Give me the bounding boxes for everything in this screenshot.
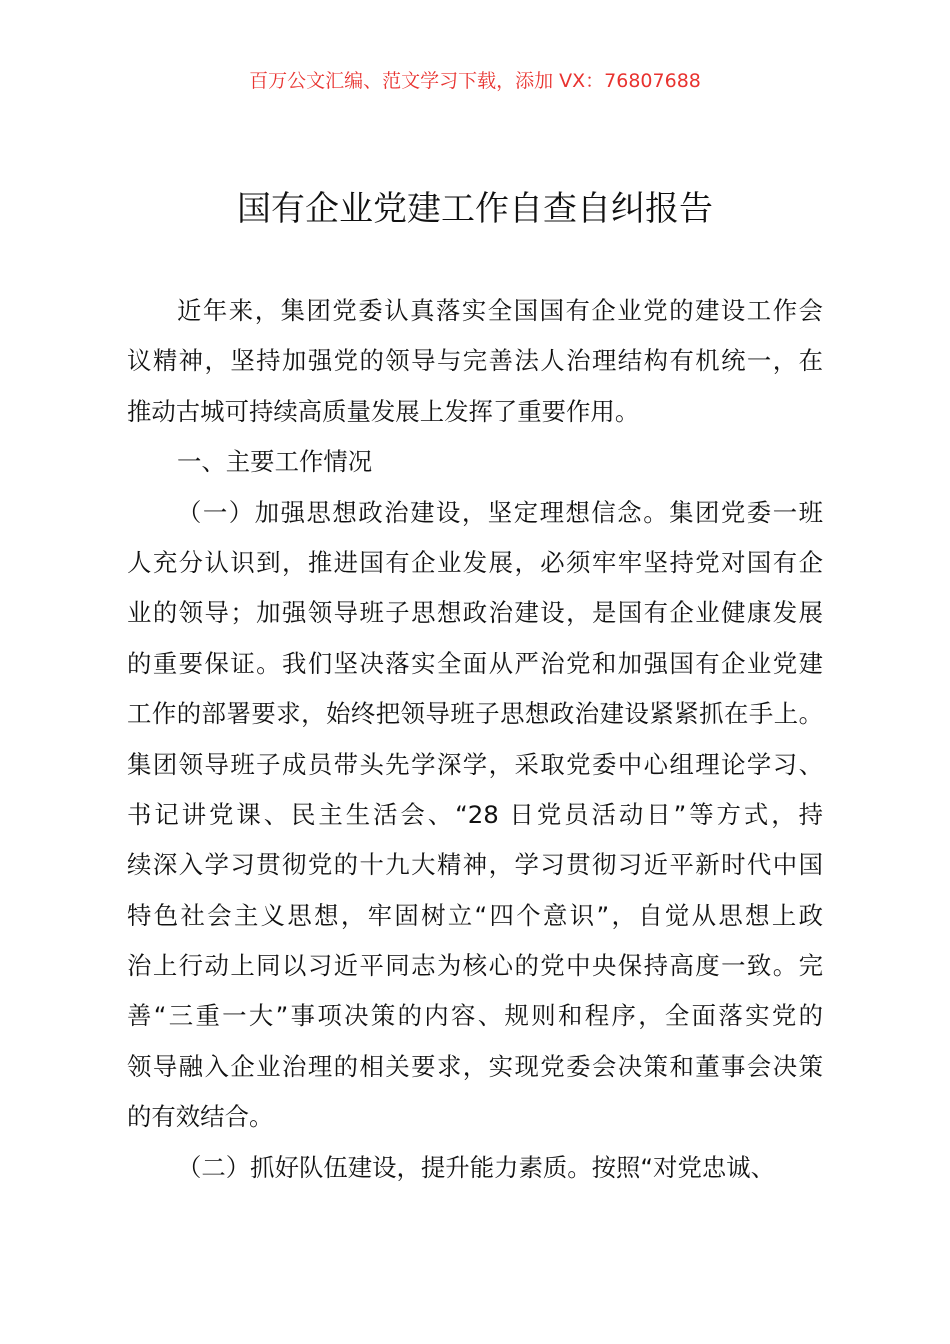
paragraph-line: 集团领导班子成员带头先学深学，采取党委中心组理论学习、 — [127, 749, 823, 779]
paragraph-line: 领导融入企业治理的相关要求，实现党委会决策和董事会决策 — [127, 1051, 823, 1081]
paragraph-line: 治上行动上同以习近平同志为核心的党中央保持高度一致。完 — [127, 951, 823, 981]
paragraph-line: 议精神，坚持加强党的领导与完善法人治理结构有机统一，在 — [127, 346, 823, 376]
paragraph-line: （二）抓好队伍建设，提升能力素质。按照“对党忠诚、 — [177, 1152, 776, 1182]
document-title: 国有企业党建工作自查自纠报告 — [237, 189, 713, 229]
section-heading: 一、主要工作情况 — [177, 447, 373, 477]
paragraph-line: 书记讲党课、民主生活会、“28 日党员活动日”等方式，持 — [127, 799, 823, 829]
paragraph-line: （一）加强思想政治建设，坚定理想信念。集团党委一班 — [177, 497, 823, 527]
paragraph-line: 续深入学习贯彻党的十九大精神，学习贯彻习近平新时代中国 — [127, 850, 823, 880]
paragraph-line: 业的领导；加强领导班子思想政治建设，是国有企业健康发展 — [127, 598, 823, 628]
watermark-contact: 百万公文汇编、范文学习下载，添加 VX：76807688 — [249, 70, 701, 92]
paragraph-line: 近年来，集团党委认真落实全国国有企业党的建设工作会 — [177, 296, 823, 325]
paragraph-line: 善“三重一大”事项决策的内容、规则和程序，全面落实党的 — [127, 1001, 823, 1031]
paragraph-line: 的重要保证。我们坚决落实全面从严治党和加强国有企业党建 — [127, 648, 823, 678]
paragraph-line: 特色社会主义思想，牢固树立“四个意识”，自觉从思想上政 — [127, 900, 823, 930]
paragraph-line: 推动古城可持续高质量发展上发挥了重要作用。 — [127, 396, 640, 426]
paragraph-line: 工作的部署要求，始终把领导班子思想政治建设紧紧抓在手上。 — [127, 699, 823, 729]
document-body — [127, 286, 823, 1193]
paragraph-line: 人充分认识到，推进国有企业发展，必须牢牢坚持党对国有企 — [127, 547, 823, 577]
paragraph-line: 的有效结合。 — [127, 1102, 274, 1132]
